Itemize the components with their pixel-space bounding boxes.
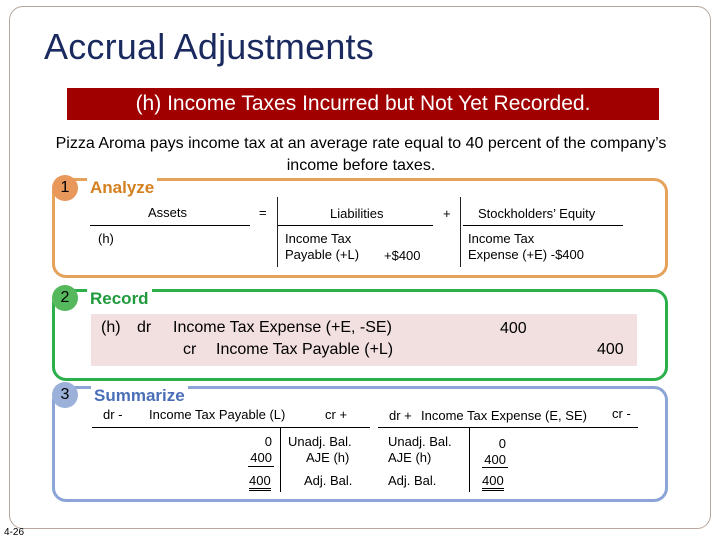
journal-entry-label: (h) xyxy=(101,319,121,336)
assets-underline xyxy=(90,225,250,226)
left-t-center-line xyxy=(280,427,281,492)
page-title: Accrual Adjustments xyxy=(44,26,374,67)
right-t-aje-label: AJE (h) xyxy=(388,450,432,465)
left-t-sum-line xyxy=(248,466,274,467)
plus-sign: + xyxy=(443,206,451,221)
description: Pizza Aroma pays income tax at an average rate equal to 40 percent of the company’s income before taxes. xyxy=(55,135,667,174)
left-t-aje-value: 400 xyxy=(250,450,272,465)
right-t-aje-value: 400 xyxy=(484,452,506,467)
right-t-title: Income Tax Expense (E, SE) xyxy=(421,408,587,423)
liab-account-line2: Payable (+L) xyxy=(285,247,360,262)
step-2-badge: 2 xyxy=(52,285,78,311)
left-t-adj-label: Adj. Bal. xyxy=(304,473,353,488)
step-1-badge: 1 xyxy=(52,175,78,201)
left-t-dr-label: dr - xyxy=(103,407,123,422)
right-t-adj-value: 400 xyxy=(482,473,504,491)
debit-account: Income Tax Expense (+E, -SE) xyxy=(173,319,392,336)
subtitle-banner: (h) Income Taxes Incurred but Not Yet Recorded. xyxy=(67,88,659,120)
credit-marker: cr xyxy=(183,341,197,358)
left-t-aje-label: AJE (h) xyxy=(306,450,350,465)
right-t-unadj-value: 0 xyxy=(498,436,506,451)
right-t-center-line xyxy=(469,427,470,492)
liab-amount: +$400 xyxy=(384,248,421,263)
equity-left-border xyxy=(460,197,461,267)
page-number: 4-26 xyxy=(4,527,25,538)
right-t-adj-label: Adj. Bal. xyxy=(388,473,437,488)
right-t-top-line xyxy=(378,427,638,428)
left-t-unadj-label: Unadj. Bal. xyxy=(288,434,352,449)
equity-header: Stockholders’ Equity xyxy=(478,206,596,221)
equity-account-line1: Income Tax xyxy=(468,231,535,246)
equity-underline xyxy=(463,225,623,226)
liabilities-left-border xyxy=(277,197,278,267)
debit-marker: dr xyxy=(137,319,152,336)
step-3-badge: 3 xyxy=(52,382,78,408)
right-t-sum-line xyxy=(482,467,508,468)
record-label: Record xyxy=(87,289,152,309)
right-t-cr-label: cr - xyxy=(612,406,631,421)
right-t-dr-label: dr + xyxy=(389,408,412,423)
left-t-top-line xyxy=(92,427,370,428)
left-t-unadj-value: 0 xyxy=(264,434,272,449)
liab-account-line1: Income Tax xyxy=(285,231,352,246)
liabilities-header: Liabilities xyxy=(330,206,384,221)
right-t-unadj-label: Unadj. Bal. xyxy=(388,434,452,449)
summarize-label: Summarize xyxy=(91,386,188,406)
credit-account: Income Tax Payable (+L) xyxy=(216,341,394,358)
equals-sign: = xyxy=(259,205,267,220)
assets-header: Assets xyxy=(148,205,188,220)
left-t-title: Income Tax Payable (L) xyxy=(149,407,286,422)
analyze-label: Analyze xyxy=(87,178,157,198)
debit-amount: 400 xyxy=(500,320,527,337)
analyze-row-label: (h) xyxy=(98,231,114,246)
liabilities-underline xyxy=(278,225,433,226)
left-t-cr-label: cr + xyxy=(325,407,348,422)
credit-amount: 400 xyxy=(597,341,624,358)
equity-account-line2: Expense (+E) -$400 xyxy=(468,247,584,262)
left-t-adj-value: 400 xyxy=(249,473,271,491)
